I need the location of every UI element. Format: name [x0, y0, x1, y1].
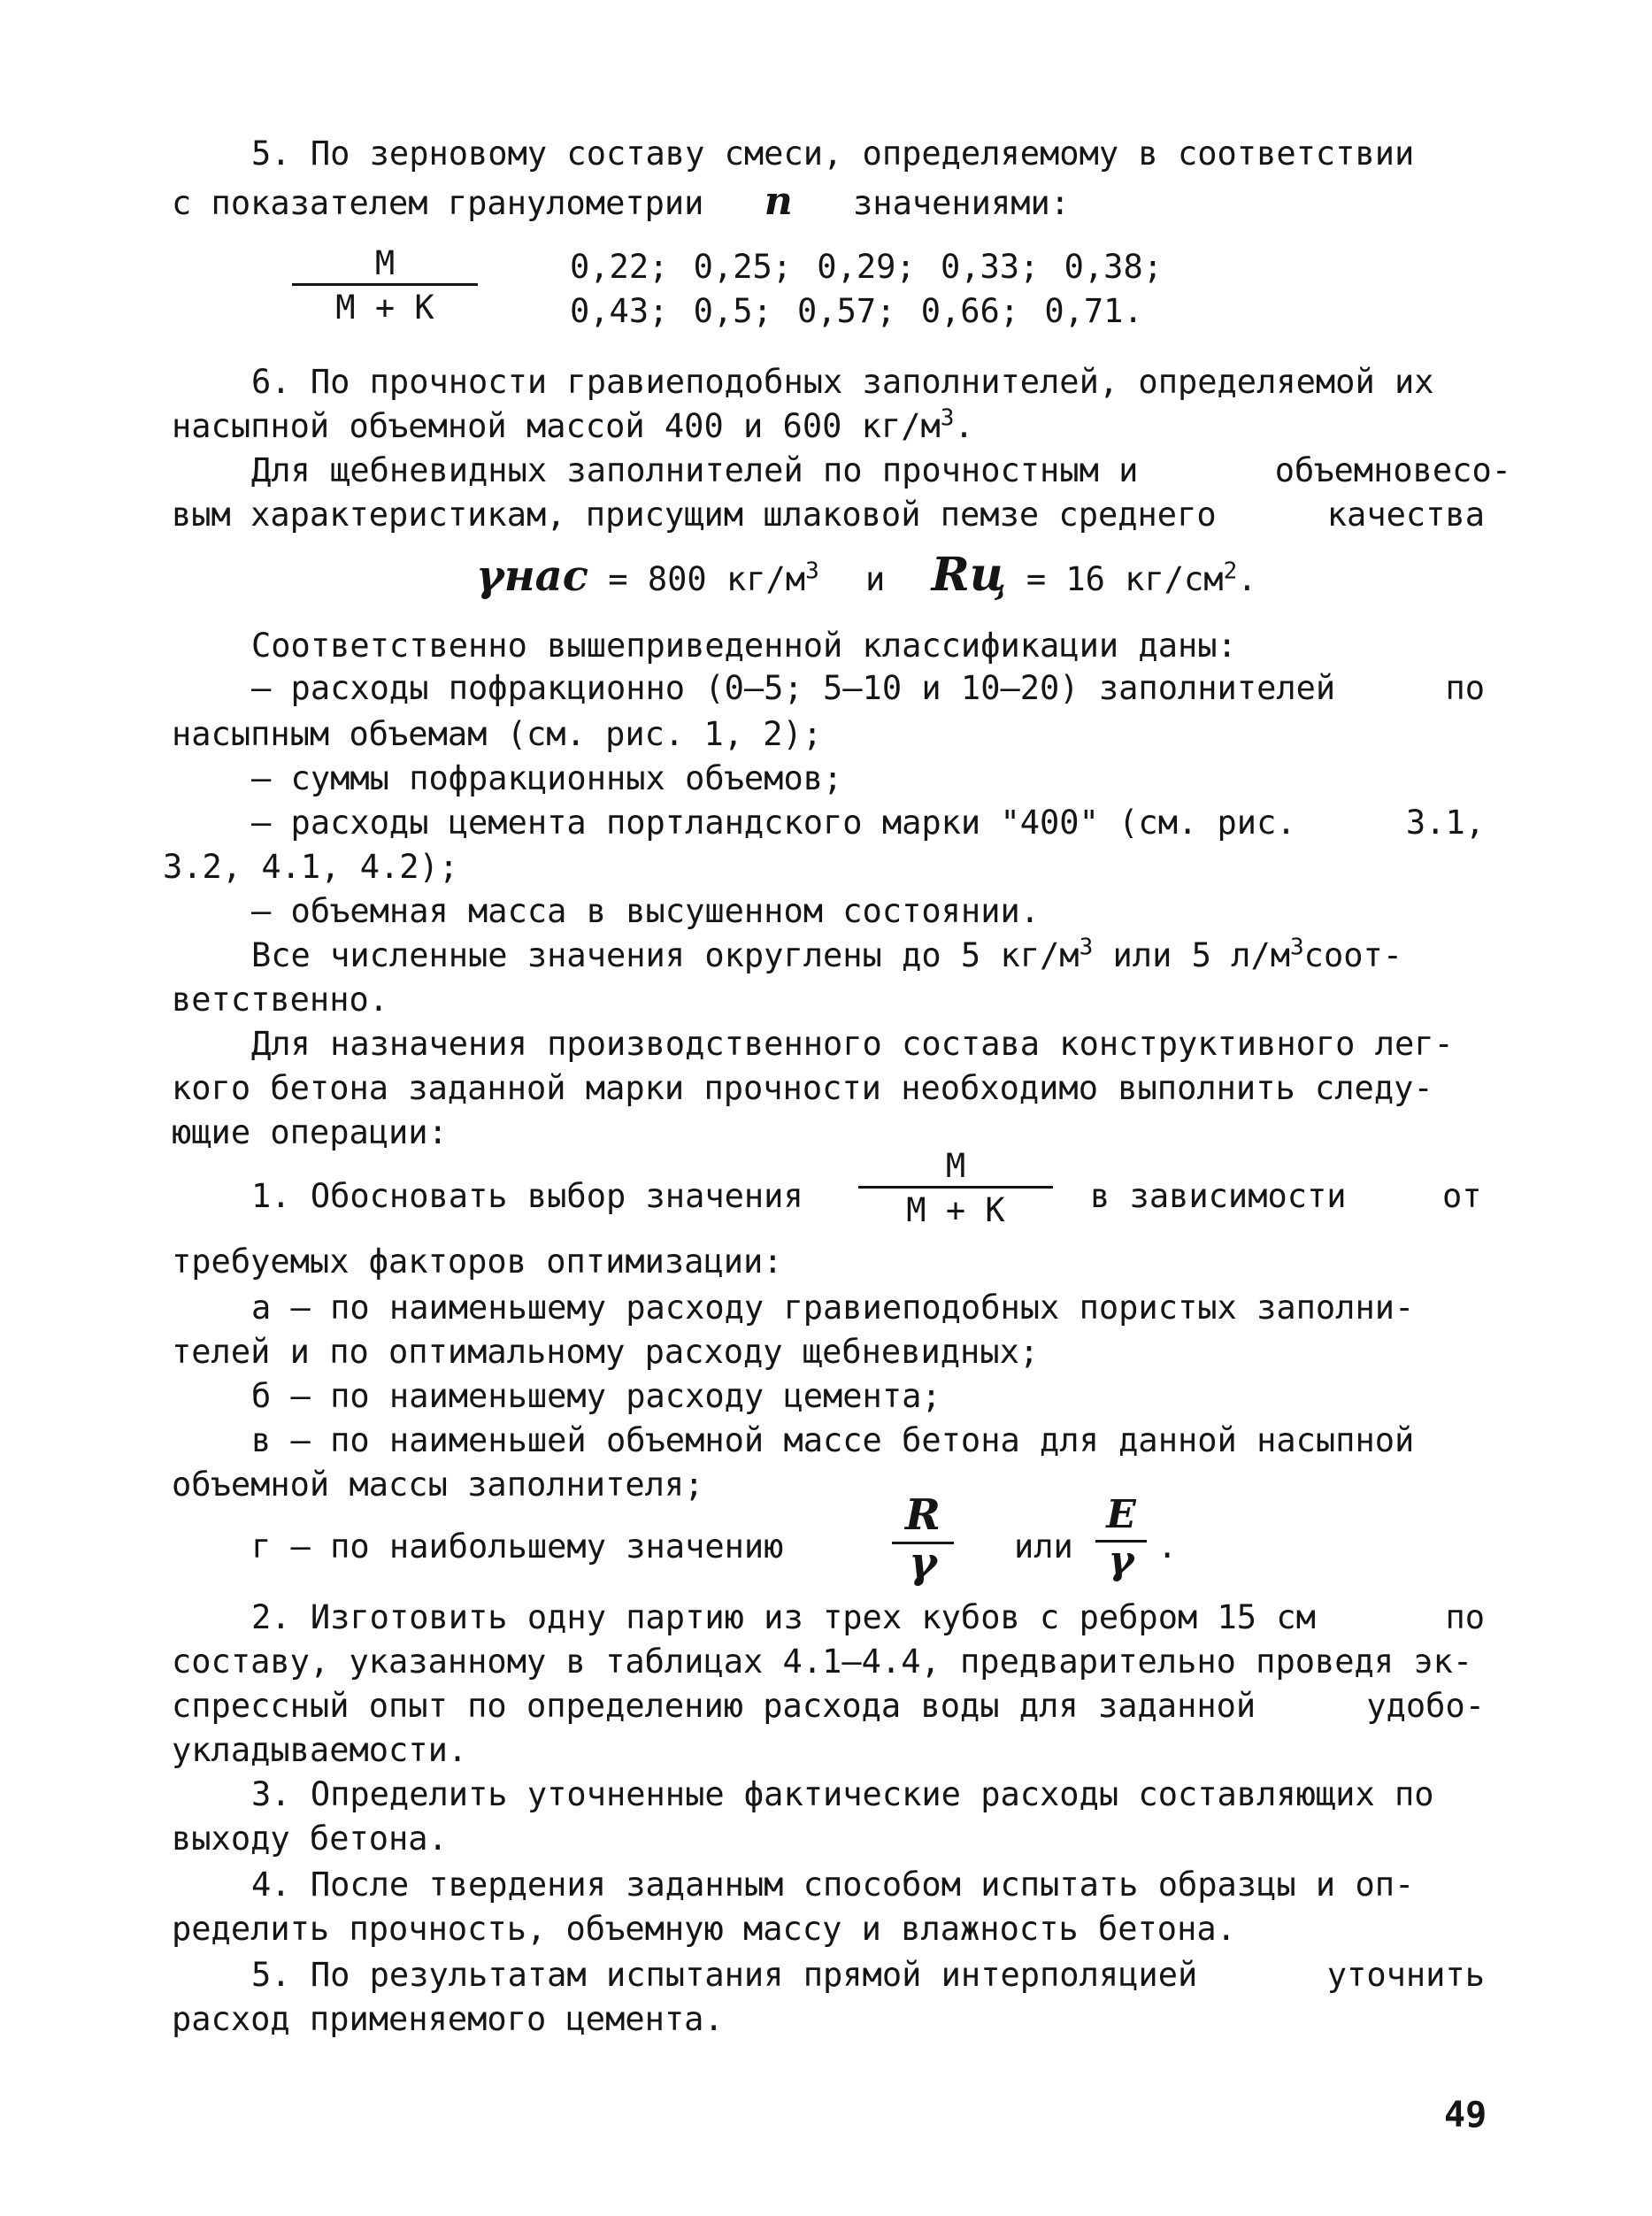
- op3-line1: 3. Определить уточненные фактические расходы составляющих по: [251, 1775, 1434, 1813]
- crushed-line2-a: вым характеристикам, присущим шлаковой пемзе среднего: [172, 496, 1217, 534]
- rounding-text-2: или 5 л/м: [1093, 936, 1291, 974]
- op1-g-text: г – по наибольшему значению: [251, 1527, 784, 1566]
- formula-end: .: [1237, 560, 1257, 598]
- op5-line1: [251, 1956, 1485, 1995]
- item6-line2-text: насыпной объемной массой 400 и 600 кг/м: [172, 407, 941, 445]
- formula-R: Rц: [931, 548, 1007, 602]
- item6-line2-end: .: [954, 407, 974, 445]
- bullet-3-line2: 3.2, 4.1, 4.2);: [163, 848, 459, 886]
- op2-line3: [172, 1687, 1485, 1726]
- n-symbol: n: [764, 179, 793, 224]
- rounding-line2: ветственно.: [172, 981, 389, 1019]
- table-fraction-denominator: М + К: [335, 289, 434, 327]
- table-row-2: 0,43; 0,5; 0,57; 0,66; 0,71.: [570, 292, 1143, 330]
- rounding-sup-2: 3: [1290, 934, 1304, 961]
- op1-fraction-bar: [858, 1186, 1053, 1189]
- op5-line2: расход применяемого цемента.: [172, 2000, 724, 2038]
- item6-sup: 3: [940, 404, 955, 432]
- bullet-1-line1: [251, 669, 1485, 708]
- bullet-1-line1-a: – расходы пофракционно (0–5; 5–10 и 10–20) заполнителей: [251, 669, 1336, 707]
- classification-intro: Соответственно вышеприведенной классификации даны:: [251, 627, 1237, 665]
- crushed-line2: [172, 496, 1485, 535]
- rounding-text-3: соот-: [1303, 936, 1403, 974]
- formula-value-1: = 800 кг/м: [608, 560, 806, 598]
- bullet-1-line1-b: по: [1445, 669, 1485, 707]
- bullet-3-line1: [251, 804, 1485, 843]
- op1-v-line2: объемной массы заполнителя;: [172, 1466, 704, 1504]
- item6-line1: 6. По прочности гравиеподобных заполнителей, определяемой их: [251, 363, 1434, 401]
- bullet-1-line2: насыпным объемам (см. рис. 1, 2);: [172, 715, 823, 753]
- op2-line3-a: спрессный опыт по определению расхода воды для заданной: [172, 1687, 1256, 1725]
- op1-g-fraction1-denominator: γ: [909, 1538, 937, 1588]
- op1-line1: 1. Обосновать выбор значения: [251, 1177, 803, 1215]
- op1-g-end: .: [1157, 1527, 1178, 1566]
- item5-line2-end: значениями:: [853, 184, 1071, 222]
- op5-line1-b: уточнить: [1326, 1956, 1485, 1994]
- op1-g-fraction2-denominator: γ: [1108, 1538, 1134, 1583]
- op1-g-fraction2-numerator: E: [1106, 1492, 1136, 1537]
- op1-from: от: [1442, 1177, 1482, 1215]
- item5-line1: 5. По зерновому составу смеси, определяемому в соответствии: [251, 135, 1415, 173]
- item6-line2: [172, 404, 974, 446]
- op1-v-line1: в – по наименьшей объемной массе бетона для данной насыпной: [251, 1421, 1415, 1459]
- formula-line: [476, 548, 1257, 602]
- formula-gamma: γнас: [476, 551, 589, 601]
- op2-line3-b: удобо-: [1366, 1687, 1485, 1725]
- rounding-sup-1: 3: [1079, 934, 1094, 961]
- op4-line2: ределить прочность, объемную массу и влажность бетона.: [172, 1910, 1236, 1948]
- item5-line2: [172, 179, 1071, 224]
- crushed-line2-b: качества: [1326, 496, 1485, 534]
- op5-line1-a: 5. По результатам испытания прямой интерполяцией: [251, 1956, 1198, 1994]
- op1-g-fraction1-numerator: R: [905, 1490, 941, 1540]
- op3-line2: выходу бетона.: [172, 1820, 448, 1858]
- op2-line1-a: 2. Изготовить одну партию из трех кубов с ребром 15 см: [251, 1598, 1316, 1636]
- formula-value-2: = 16 кг/см: [1026, 560, 1224, 598]
- op1-g-or: или: [1014, 1527, 1073, 1566]
- op1-b: б – по наименьшему расходу цемента;: [251, 1377, 941, 1415]
- op1-depends: в зависимости: [1090, 1177, 1347, 1215]
- bullet-3-line1-a: – расходы цемента портландского марки "400" (см. рис.: [251, 804, 1296, 842]
- table-fraction-bar: [292, 283, 478, 286]
- bullet-4: – объемная масса в высушенном состоянии.: [251, 892, 1041, 930]
- crushed-line1-a: Для щебневидных заполнителей по прочностным и: [251, 451, 1139, 489]
- op2-line1: [251, 1598, 1485, 1637]
- page-number: 49: [1444, 2095, 1487, 2135]
- op2-line4: укладываемости.: [172, 1731, 468, 1769]
- formula-sup-1: 3: [805, 558, 819, 585]
- purpose-line2: кого бетона заданной марки прочности необходимо выполнить следу-: [172, 1069, 1433, 1107]
- op1-line2: требуемых факторов оптимизации:: [172, 1243, 783, 1281]
- op4-line1: 4. После твердения заданным способом испытать образцы и оп-: [251, 1866, 1415, 1904]
- bullet-3-line1-b: 3.1,: [1405, 804, 1485, 842]
- table-fraction-numerator: М: [374, 244, 396, 282]
- table-row-1: 0,22; 0,25; 0,29; 0,33; 0,38;: [570, 248, 1164, 286]
- op1-fraction-denominator: М + К: [906, 1191, 1005, 1229]
- rounding-line1: [251, 936, 1402, 975]
- op1-fraction-numerator: М: [945, 1147, 966, 1185]
- op2-line2: составу, указанному в таблицах 4.1–4.4, предварительно проведя эк-: [172, 1643, 1473, 1681]
- formula-and: и: [865, 560, 886, 598]
- formula-sup-2: 2: [1223, 558, 1238, 585]
- crushed-line1: [251, 451, 1511, 490]
- item5-line2-text: с показателем гранулометрии: [172, 184, 704, 222]
- purpose-line1: Для назначения производственного состава конструктивного лег-: [251, 1025, 1454, 1063]
- purpose-line3: ющие операции:: [172, 1113, 448, 1151]
- op1-a-line1: а – по наименьшему расходу гравиеподобных пористых заполни-: [251, 1289, 1415, 1327]
- crushed-line1-b: объемновесо-: [1274, 451, 1511, 489]
- op1-a-line2: телей и по оптимальному расходу щебневидных;: [172, 1333, 1040, 1371]
- rounding-text-1: Все численные значения округлены до 5 кг/м: [251, 936, 1080, 974]
- bullet-2: – суммы пофракционных объемов;: [251, 759, 843, 797]
- op2-line1-b: по: [1445, 1598, 1485, 1636]
